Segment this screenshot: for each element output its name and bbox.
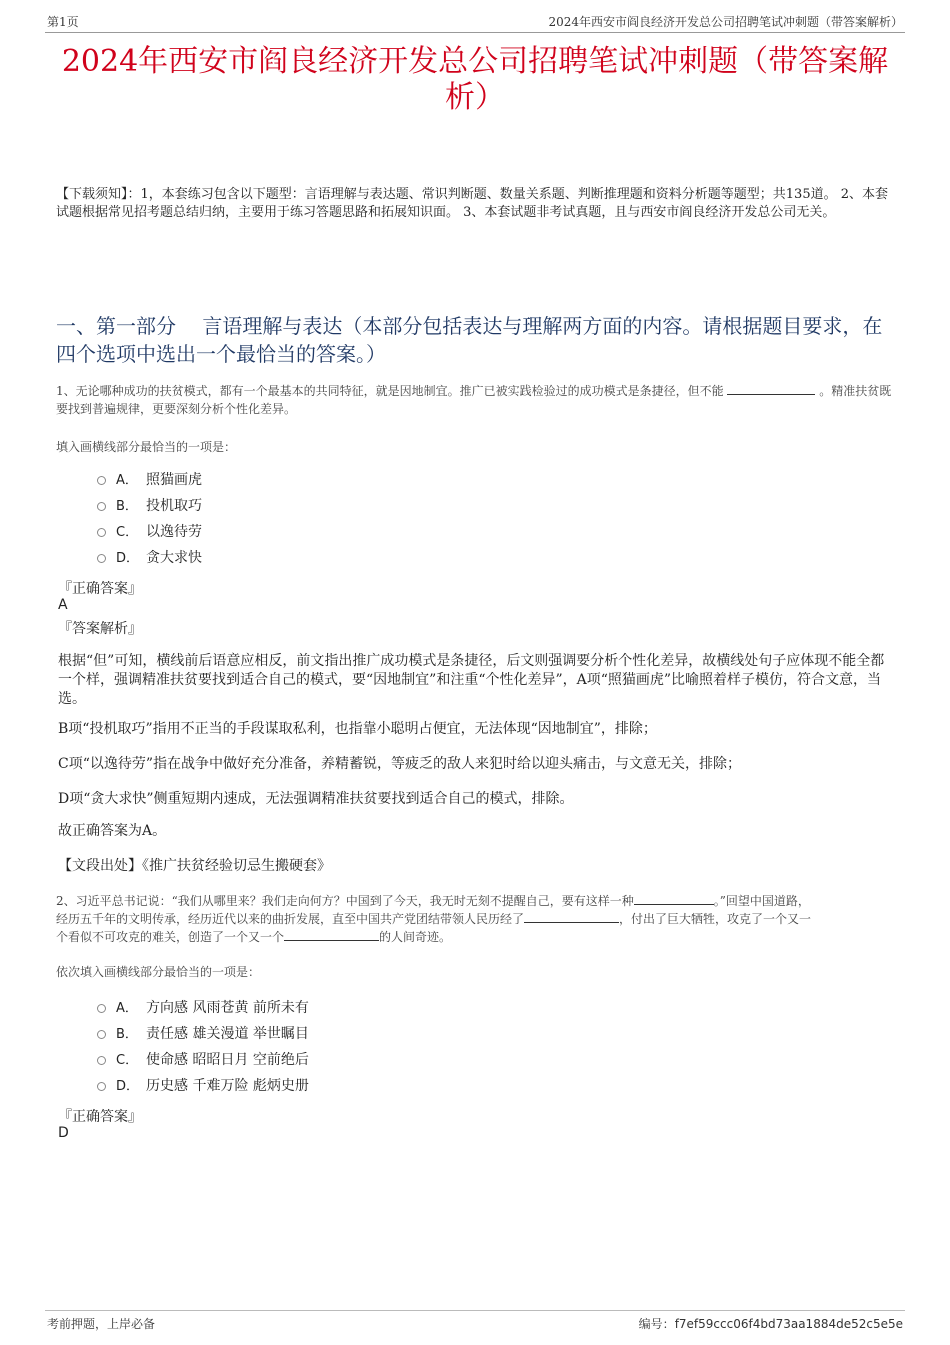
question-1-stem-part2: 。精准扶贫既要找到普遍规律，更要深刻分析个性化差异。 (56, 384, 892, 416)
question-2-line-3: 个看似不可攻克的难关，创造了一个又一个 的人间奇迹。 (56, 930, 452, 944)
question-2-stem (56, 892, 901, 946)
fill-blank (727, 382, 815, 395)
fill-blank (634, 892, 714, 905)
q1-analysis-para-3: C项“以逸待劳”指在战争中做好充分准备，养精蓄锐，等疲乏的敌人来犯时给以迎头痛击，与文意无关，排除； (58, 756, 742, 772)
q2-option-c[interactable]: C． 使命感 昭昭日月 空前绝后 (97, 1049, 309, 1071)
fill-blank (524, 910, 619, 923)
header-divider (45, 32, 905, 33)
radio-icon[interactable] (97, 1082, 106, 1091)
q1-option-b[interactable]: B． 投机取巧 (97, 495, 202, 517)
header-doc-title: 2024年西安市阎良经济开发总公司招聘笔试冲刺题（带答案解析） (548, 15, 903, 29)
download-notice: 【下载须知】：1，本套练习包含以下题型：言语理解与表达题、常识判断题、数量关系题、判断推理题和资料分析题等题型；共135道。 2、本套试题根据常见招考题总结归纳，主要用于练习答题思路和拓展知识面。 3、本套试题非考试真题，且与西安市阎良经济开发总公司无关。 (56, 187, 888, 220)
question-1-stem-part1: 1、无论哪种成功的扶贫模式，都有一个最基本的共同特征，就是因地制宜。推广已被实践检验过的成功模式是条捷径，但不能 (56, 384, 724, 398)
footer-slogan: 考前押题，上岸必备 (47, 1317, 156, 1331)
q2-answer: D (58, 1125, 69, 1141)
q1-option-a[interactable]: A． 照猫画虎 (97, 469, 202, 491)
question-1-prompt: 填入画横线部分最恰当的一项是： (56, 440, 237, 454)
q1-answer-label: 『正确答案』 (58, 581, 142, 597)
q1-source: 【文段出处】《推广扶贫经验切忌生搬硬套》 (58, 858, 331, 874)
question-2-line-1: 2、习近平总书记说：“我们从哪里来？我们走向何方？中国到了今天，我无时无刻不提醒自己，要有这样一种 。”回望中国道路， (56, 894, 810, 908)
footer-code-label: 编号： (638, 1317, 675, 1331)
q1-option-d[interactable]: D． 贪大求快 (97, 547, 202, 569)
question-1-stem (56, 382, 901, 418)
q2-option-b[interactable]: B． 责任感 雄关漫道 举世瞩目 (97, 1023, 309, 1045)
footer-code (639, 1315, 903, 1332)
radio-icon[interactable] (97, 554, 106, 563)
question-2-prompt: 依次填入画横线部分最恰当的一项是： (56, 965, 261, 979)
section-heading: 一、第一部分 言语理解与表达（本部分包括表达与理解两方面的内容。请根据题目要求，在四个选项中选出一个最恰当的答案。） (56, 314, 883, 366)
page-title: 2024年西安市阎良经济开发总公司招聘笔试冲刺题（带答案解析） (61, 44, 889, 115)
q2-answer-label: 『正确答案』 (58, 1109, 142, 1125)
footer-code-value: f7ef59ccc06f4bd73aa1884de52c5e5e (674, 1317, 903, 1331)
fill-blank (284, 928, 379, 941)
q1-analysis-para-1: 根据“但”可知，横线前后语意应相反，前文指出推广成功模式是条捷径，后文则强调要分析个性化差异，故横线处句子应体现不能全都一个样，强调精准扶贫要找到适合自己的模式，要“因地制宜”和注重“个性化差异”，A项“照猫画虎”比喻照着样子模仿，符合文意，当选。 (58, 653, 885, 707)
q1-analysis-para-2: B项“投机取巧”指用不正当的手段谋取私利，也指靠小聪明占便宜，无法体现“因地制宜”，排除； (58, 721, 657, 737)
radio-icon[interactable] (97, 1030, 106, 1039)
q2-option-d[interactable]: D． 历史感 千难万险 彪炳史册 (97, 1075, 309, 1097)
q1-option-c[interactable]: C． 以逸待劳 (97, 521, 202, 543)
q1-analysis-label: 『答案解析』 (58, 621, 142, 637)
q2-option-a[interactable]: A． 方向感 风雨苍黄 前所未有 (97, 997, 309, 1019)
radio-icon[interactable] (97, 476, 106, 485)
footer-divider (45, 1310, 905, 1311)
question-2-line-2: 经历五千年的文明传承，经历近代以来的曲折发展，直至中国共产党团结带领人民历经了 ，付出了巨大牺牲，攻克了一个又一 (56, 912, 812, 926)
radio-icon[interactable] (97, 502, 106, 511)
q1-answer: A (58, 597, 68, 613)
radio-icon[interactable] (97, 528, 106, 537)
q1-analysis-para-4: D项“贪大求快”侧重短期内速成，无法强调精准扶贫要找到适合自己的模式，排除。 (58, 791, 574, 807)
page-number: 第1页 (47, 15, 79, 29)
radio-icon[interactable] (97, 1056, 106, 1065)
radio-icon[interactable] (97, 1004, 106, 1013)
q1-analysis-conclusion: 故正确答案为A。 (58, 823, 167, 839)
